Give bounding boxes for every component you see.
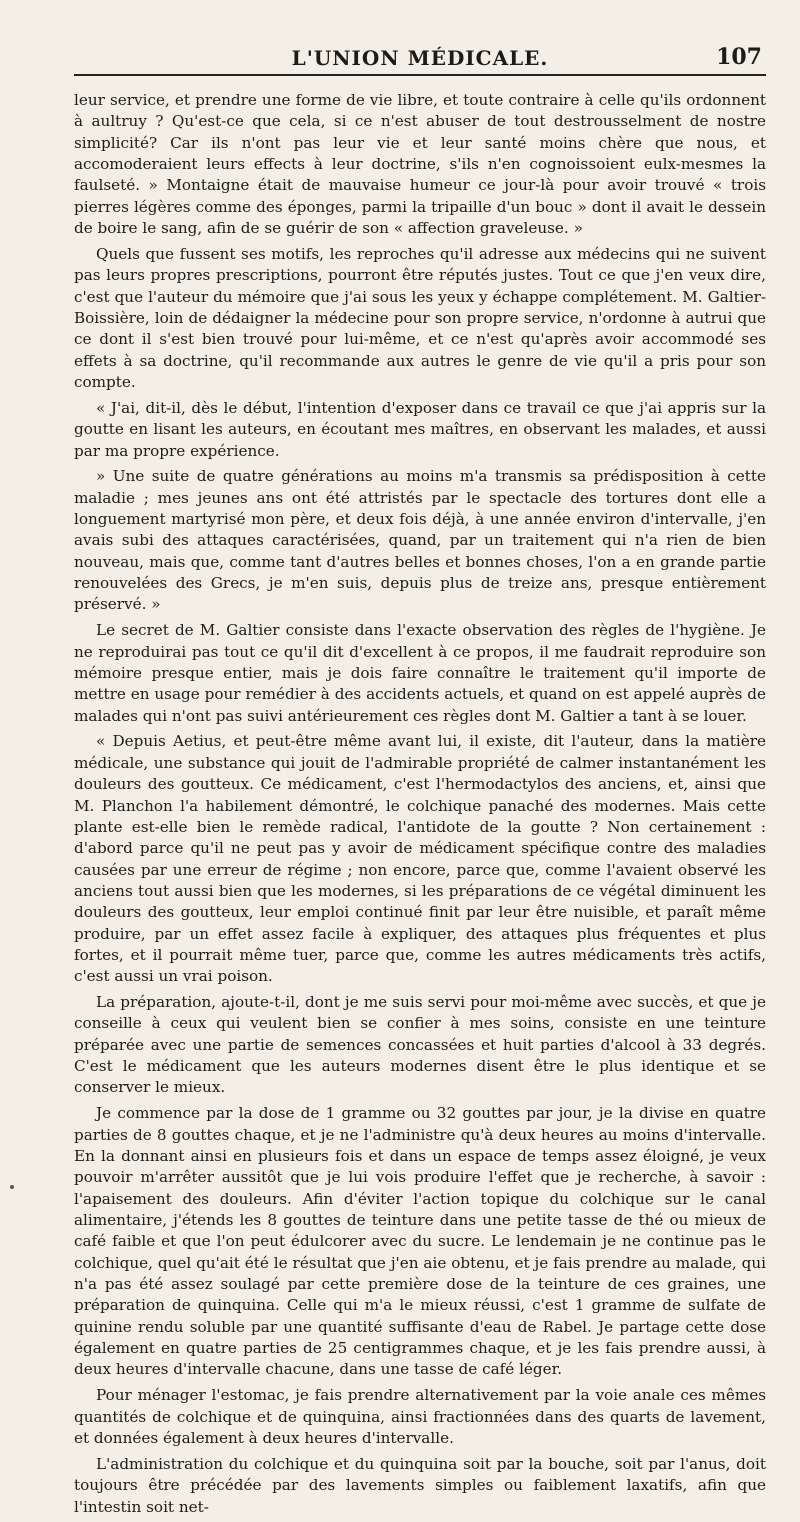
header-rule xyxy=(74,74,766,76)
paragraph: La préparation, ajoute-t-il, dont je me suis servi pour moi-même avec succès, et que je conseille à ceux qui veulent bien se confier à mes soins, consiste en une teinture préparée avec une partie de semences concassées et huit parties d'alcool à 33 degrés. C'est le médicament que les auteurs modernes disent être le plus identique et se conserver le mieux. xyxy=(74,993,766,1097)
page-header xyxy=(74,0,766,70)
paragraph: Pour ménager l'estomac, je fais prendre alternativement par la voie anale ces mêmes quantités de colchique et de quinquina, ainsi fractionnées dans des quarts de lavement, et données également à deux heures d'intervalle. xyxy=(74,1386,766,1447)
running-title: L'UNION MÉDICALE. xyxy=(291,46,549,70)
body-text xyxy=(74,90,766,1522)
paragraph: L'administration du colchique et du quinquina soit par la bouche, soit par l'anus, doit toujours être précédée par des lavements simples ou faiblement laxatifs, afin que l'intestin soit net- xyxy=(74,1454,766,1516)
page-number: 107 xyxy=(716,44,762,70)
ink-speck xyxy=(10,1185,14,1189)
paragraph: Le secret de M. Galtier consiste dans l'exacte observation des règles de l'hygiène. Je ne reproduirai pas tout ce qu'il dit d'excellent à ce propos, il me faudrait reproduire son mémoire presque entier, mais je dois faire connaître le traitement qu'il importe de mettre en usage pour remédier à des accidents actuels, et quand on est appelé auprès de malades qui n'ont pas suivi antérieurement ces règles dont M. Galtier a tant à se louer. xyxy=(74,621,766,725)
paragraph: Quels que fussent ses motifs, les reproches qu'il adresse aux médecins qui ne suivent pas leurs propres prescriptions, pourront être réputés justes. Tout ce que j'en veux dire, c'est que l'auteur du mémoire que j'ai sous les yeux y échappe complétement. M. Galtier-Boissière, loin de dédaigner la médecine pour son propre service, n'ordonne à autrui que ce dont il s'est bien trouvé pour lui-même, et ce n'est qu'après avoir accommodé ses effets à sa doctrine, qu'il recommande aux autres le genre de vie qu'il a pris pour son compte. xyxy=(74,244,766,391)
paragraph: Je commence par la dose de 1 gramme ou 32 gouttes par jour, je la divise en quatre parties de 8 gouttes chaque, et je ne l'administre qu'à deux heures au moins d'intervalle. En la donnant ainsi en plusieurs fois et dans un espace de temps assez éloigné, je veux pouvoir m'arrêter aussitôt que je lui vois produire l'effet que je recherche, à savoir : l'apaisement des douleurs. Afin d'éviter l'action topique du colchique sur le canal alimentaire, j'étends les 8 gouttes de teinture dans une petite tasse de thé ou mieux de café faible et que l'on peut édulcorer avec du sucre. Le lendemain je ne continue pas le colchique, quel qu'ait été le résultat que j'en aie obtenu, et je fais prendre au malade, qui n'a pas été assez soulagé par cette première dose de la teinture de ces graines, une préparation de quinquina. Celle qui m'a le mieux réussi, c'est 1 gramme de sulfate de quinine rendu soluble par une quantité suffisante d'eau de Rabel. Je partage cette dose également en quatre parties de 25 centigrammes chaque, et je les fais prendre aussi, à deux heures d'intervalle chacune, dans une tasse de café léger. xyxy=(74,1104,766,1379)
paragraph: « J'ai, dit-il, dès le début, l'intention d'exposer dans ce travail ce que j'ai appris sur la goutte en lisant les auteurs, en écoutant mes maîtres, en observant les malades, et aussi par ma propre expérience. xyxy=(74,398,766,460)
paragraph: » Une suite de quatre générations au moins m'a transmis sa prédisposition à cette maladie ; mes jeunes ans ont été attristés par le spectacle des tortures dont elle a longuement martyrisé mon père, et deux fois déjà, à une année environ d'intervalle, j'en avais subi des attaques caractérisées, quand, par un traitement qui n'a rien de bien nouveau, mais que, comme tant d'autres belles et bonnes choses, l'on a en grande partie renouvelées des Grecs, je m'en suis, depuis plus de treize ans, presque entièrement préservé. » xyxy=(74,467,766,614)
paragraph: leur service, et prendre une forme de vie libre, et toute contraire à celle qu'ils ordonnent à aultruy ? Qu'est-ce que cela, si ce n'est abuser de tout destrousselment de nostre simplicité? Car ils n'ont pas leur vie et leur santé moins chère que nous, et accomoderaient leurs effects à leur doctrine, s'ils n'en cognoissoient eulx-mesmes la faulseté. » Montaigne était de mauvaise humeur ce jour-là pour avoir trouvé « trois pierres légères comme des éponges, parmi la tripaille d'un bouc » dont il avait le dessein de boire le sang, afin de se guérir de son « affection graveleuse. » xyxy=(74,91,766,238)
paragraph: « Depuis Aetius, et peut-être même avant lui, il existe, dit l'auteur, dans la matière médicale, une substance qui jouit de l'admirable propriété de calmer instantanément les douleurs des goutteux. Ce médicament, c'est l'hermodactylos des anciens, et, ainsi que M. Planchon l'a habilement démontré, le colchique panaché des modernes. Mais cette plante est-elle bien le remède radical, l'antidote de la goutte ? Non certainement : d'abord parce qu'il ne peut pas y avoir de médicament spécifique contre des maladies causées par une erreur de régime ; non encore, parce que, comme l'avaient observé les anciens tout aussi bien que les modernes, si les préparations de ce végétal diminuent les douleurs des goutteux, leur emploi continué finit par leur être nuisible, et paraît même produire, par un effet assez facile à expliquer, des attaques plus fréquentes et plus fortes, et il pourrait même tuer, parce que, comme les autres médicaments très actifs, c'est aussi un vrai poison. xyxy=(74,732,766,986)
